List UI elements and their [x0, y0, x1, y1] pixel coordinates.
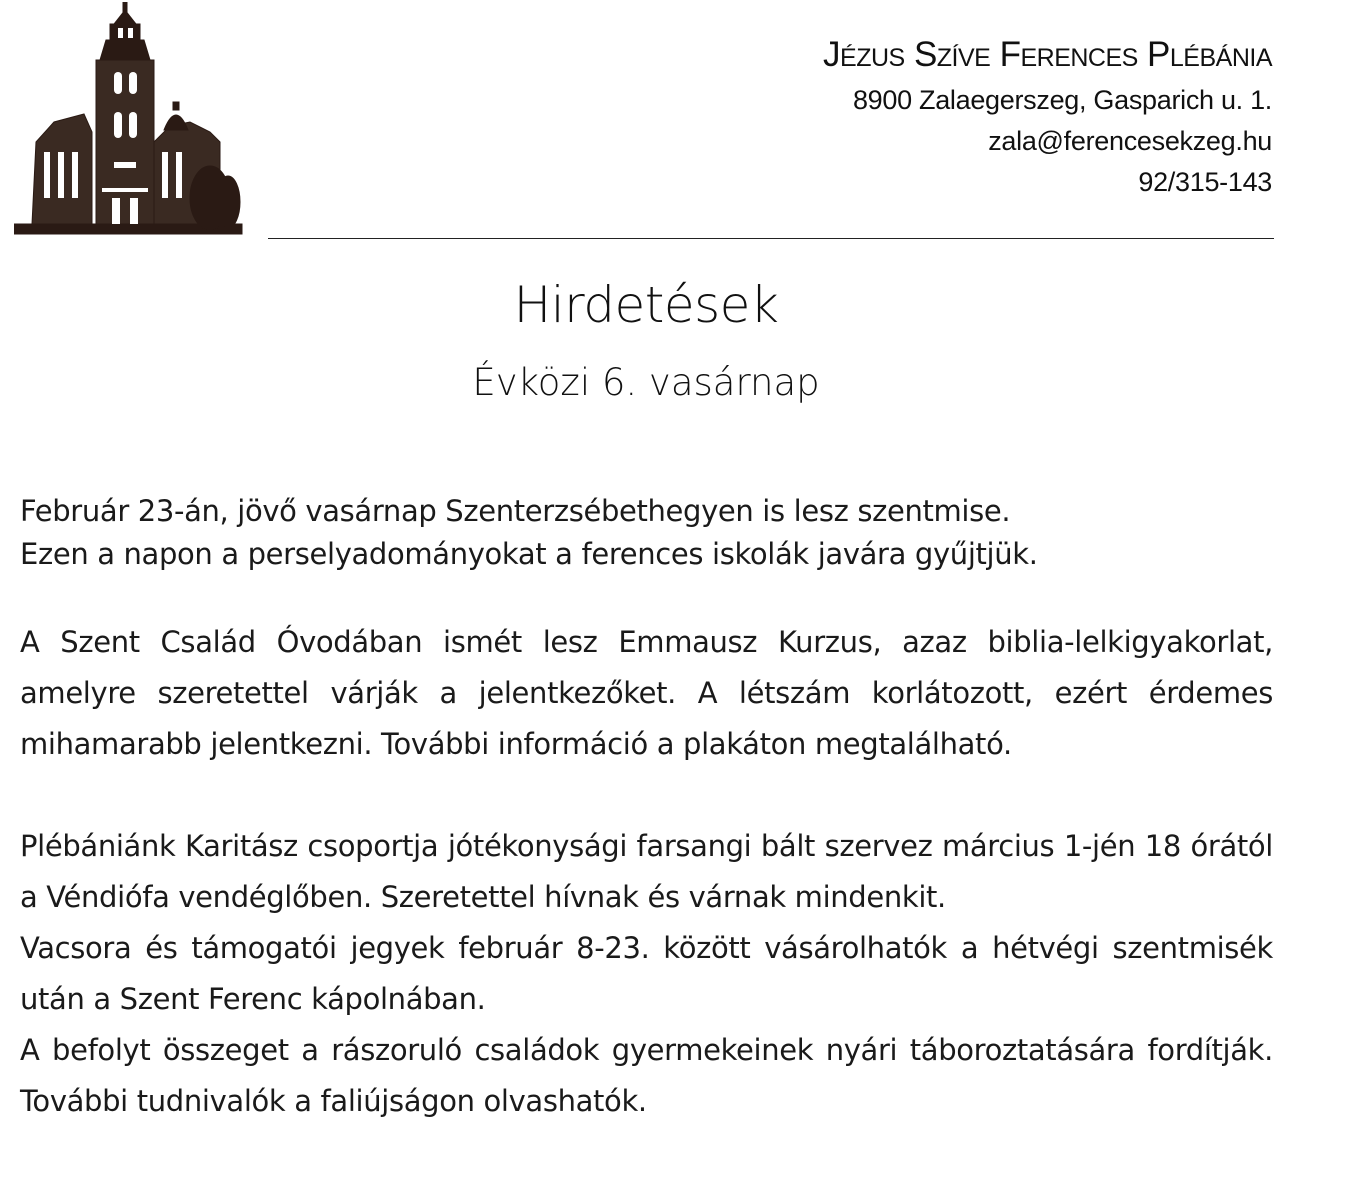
parish-email: zala@ferencesekzeg.hu — [988, 126, 1272, 156]
announcement-1-line-2: Ezen a napon a perselyadományokat a ferences iskolák javára gyűjtjük. — [20, 537, 1038, 571]
announcement-3-line-2: Vacsora és támogatói jegyek február 8-23. között vásárolhatók a hétvégi szentmisék után a Szent Ferenc kápolnában. — [20, 931, 1273, 1016]
page-subtitle: Évközi 6. vasárnap — [472, 361, 820, 404]
announcement-3 — [20, 821, 1273, 1127]
announcement-3-line-1: Plébániánk Karitász csoportja jótékonysági farsangi bált szervez március 1-jén 18 órától a Véndiófa vendéglőben. Szeretettel hívnak és várnak mindenkit. — [20, 829, 1273, 914]
parish-header — [823, 30, 1272, 203]
parish-name: Jézus Szíve Ferences Plébánia — [823, 35, 1272, 74]
announcement-3-line-3: A befolyt összeget a rászoruló családok gyermekeinek nyári táboroztatására fordítják. További tudnivalók a faliújságon olvashatók. — [20, 1033, 1273, 1118]
parish-phone: 92/315-143 — [1138, 167, 1272, 197]
page-title: Hirdetések — [513, 276, 779, 334]
announcement-1 — [20, 490, 1273, 576]
church-logo-icon — [14, 2, 244, 238]
announcement-2: A Szent Család Óvodában ismét lesz Emmausz Kurzus, azaz biblia-lelkigyakorlat, amelyre szeretettel várják a jelentkezőket. A létszám korlátozott, ezért érdemes mihamarabb jelentkezni. További információ a plakáton megtalálható. — [20, 625, 1273, 761]
header-divider — [268, 238, 1274, 239]
announcement-1-line-1: Február 23-án, jövő vasárnap Szenterzsébethegyen is lesz szentmise. — [20, 494, 1011, 528]
parish-address: 8900 Zalaegerszeg, Gasparich u. 1. — [852, 85, 1272, 115]
